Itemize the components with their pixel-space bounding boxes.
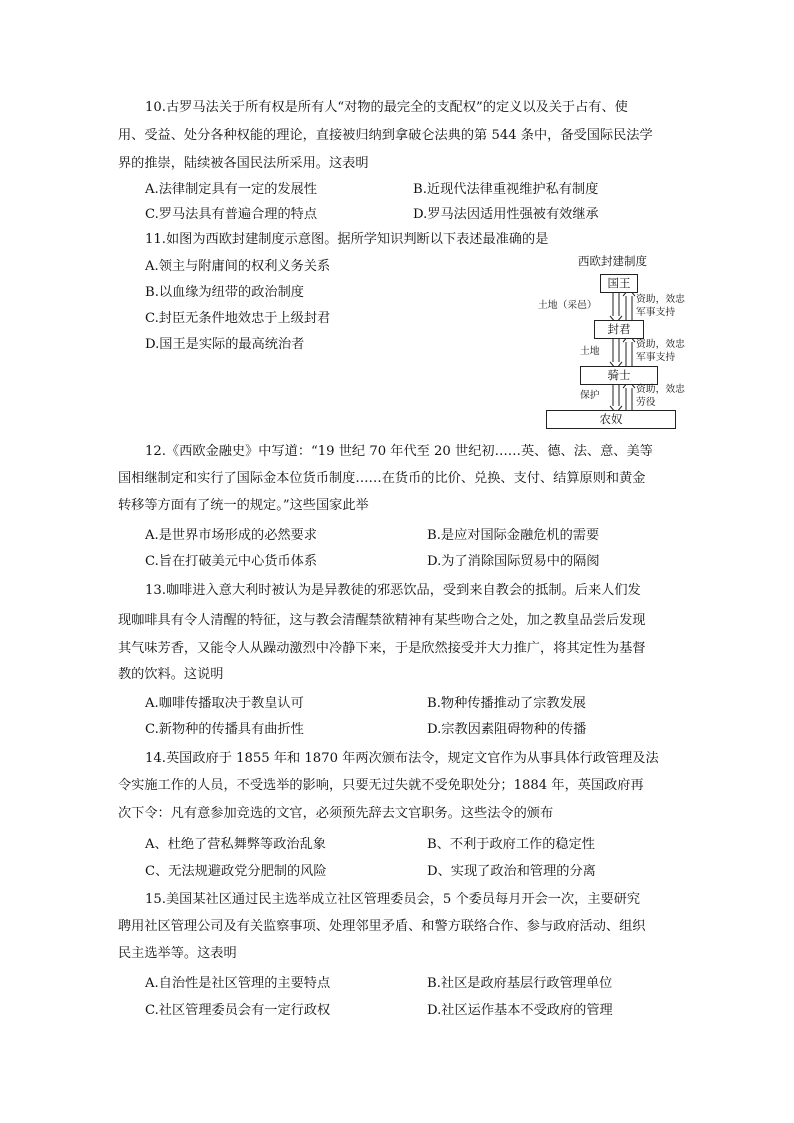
q14-stem-line-1: 14.英国政府于 1855 年和 1870 年两次颁布法令，规定文官作为从事具体行政管理及法: [145, 751, 659, 766]
right-label-3b: 劳役: [636, 397, 656, 408]
q14-stem-line-2: 令实施工作的人员，不受选举的影响，只要无过失就不受免职处分；1884 年，英国政府再: [118, 778, 644, 793]
q10-option-c: C.罗马法具有普遍合理的特点: [145, 207, 318, 222]
left-label-1: 土地（采邑）: [538, 300, 597, 311]
q11-stem: 11.如图为西欧封建制度示意图。据所学知识判断以下表述最准确的是: [145, 232, 549, 247]
feudal-system-diagram: [540, 250, 690, 430]
box-serf: 农奴: [546, 410, 676, 429]
q15-option-b: B.社区是政府基层行政管理单位: [427, 976, 613, 991]
q12-stem-line-3: 转移等方面有了统一的规定。”这些国家此举: [118, 498, 369, 513]
q11-option-a: A.领主与附庸间的权利义务关系: [145, 259, 331, 274]
q14-option-d: D、实现了政治和管理的分离: [427, 864, 596, 879]
q14-stem-line-3: 次下令：凡有意参加竞选的文官，必须预先辞去文官职务。这些法令的颁布: [118, 806, 554, 821]
box-lord: 封君: [594, 320, 644, 339]
q13-option-d: D.宗教因素阻碍物种的传播: [427, 722, 587, 737]
q10-stem-line-2: 用、受益、处分各种权能的理论，直接被归纳到拿破仑法典的第 544 条中，备受国际民法学: [118, 128, 653, 143]
q15-stem-line-1: 15.美国某社区通过民主选举成立社区管理委员会，5 个委员每月开会一次，主要研究: [145, 892, 641, 907]
q15-option-a: A.自治性是社区管理的主要特点: [145, 976, 331, 991]
right-label-1a: 资助，效忠: [636, 294, 685, 305]
right-label-2b: 军事支持: [636, 352, 676, 363]
q15-option-d: D.社区运作基本不受政府的管理: [427, 1003, 613, 1018]
q13-stem-line-2: 现咖啡具有令人清醒的特征，这与教会清醒禁欲精神有某些吻合之处，加之教皇品尝后发现: [118, 613, 646, 628]
diagram-title: 西欧封建制度: [578, 254, 647, 268]
q10-option-a: A.法律制定具有一定的发展性: [145, 182, 317, 197]
q10-option-d: D.罗马法因适用性强被有效继承: [413, 207, 599, 222]
q11-option-d: D.国王是实际的最高统治者: [145, 337, 305, 352]
q13-option-c: C.新物种的传播具有曲折性: [145, 722, 304, 737]
q14-option-c: C、无法规避政党分肥制的风险: [145, 864, 327, 879]
right-label-2a: 资助，效忠: [636, 339, 685, 350]
q15-option-c: C.社区管理委员会有一定行政权: [145, 1003, 331, 1018]
q13-stem-line-3: 其气味芳香，又能令人从躁动激烈中冷静下来，于是欣然接受并大力推广，将其定性为基督: [118, 641, 646, 656]
right-label-3a: 资助，效忠: [636, 384, 685, 395]
q12-option-a: A.是世界市场形成的必然要求: [145, 528, 317, 543]
q14-option-b: B、不利于政府工作的稳定性: [427, 837, 595, 852]
q12-option-b: B.是应对国际金融危机的需要: [427, 528, 600, 543]
q11-option-c: C.封臣无条件地效忠于上级封君: [145, 311, 331, 326]
q10-option-b: B.近现代法律重视维护私有制度: [413, 182, 599, 197]
q15-stem-line-3: 民主选举等。这表明: [118, 946, 237, 961]
q15-stem-line-2: 聘用社区管理公司及有关监察事项、处理邻里矛盾、和警方联络合作、参与政府活动、组织: [118, 919, 646, 934]
q12-stem-line-1: 12.《西欧金融史》中写道：“19 世纪 70 年代至 20 世纪初……英、德、法、意、美等: [145, 444, 653, 459]
q10-stem-line-1: 10.古罗马法关于所有权是所有人“对物的最完全的支配权”的定义以及关于占有、使: [145, 100, 628, 115]
left-label-3: 保护: [580, 390, 600, 401]
box-knight: 骑士: [580, 366, 658, 385]
q13-stem-line-4: 教的饮料。这说明: [118, 667, 224, 682]
q12-option-c: C.旨在打破美元中心货币体系: [145, 554, 318, 569]
left-label-2: 土地: [580, 346, 600, 357]
q14-option-a: A、杜绝了营私舞弊等政治乱象: [145, 837, 326, 852]
q13-option-b: B.物种传播推动了宗教发展: [427, 696, 586, 711]
q10-stem-line-3: 界的推崇，陆续被各国民法所采用。这表明: [118, 156, 369, 171]
box-king: 国王: [600, 274, 638, 293]
right-label-1b: 军事支持: [636, 307, 676, 318]
q13-stem-line-1: 13.咖啡进入意大利时被认为是异教徒的邪恶饮品，受到来自教会的抵制。后来人们发: [145, 583, 641, 598]
q12-stem-line-2: 国相继制定和实行了国际金本位货币制度……在货币的比价、兑换、支付、结算原则和黄金: [118, 471, 646, 486]
q11-option-b: B.以血缘为纽带的政治制度: [145, 285, 304, 300]
q13-option-a: A.咖啡传播取决于教皇认可: [145, 696, 304, 711]
q12-option-d: D.为了消除国际贸易中的隔阂: [427, 554, 600, 569]
